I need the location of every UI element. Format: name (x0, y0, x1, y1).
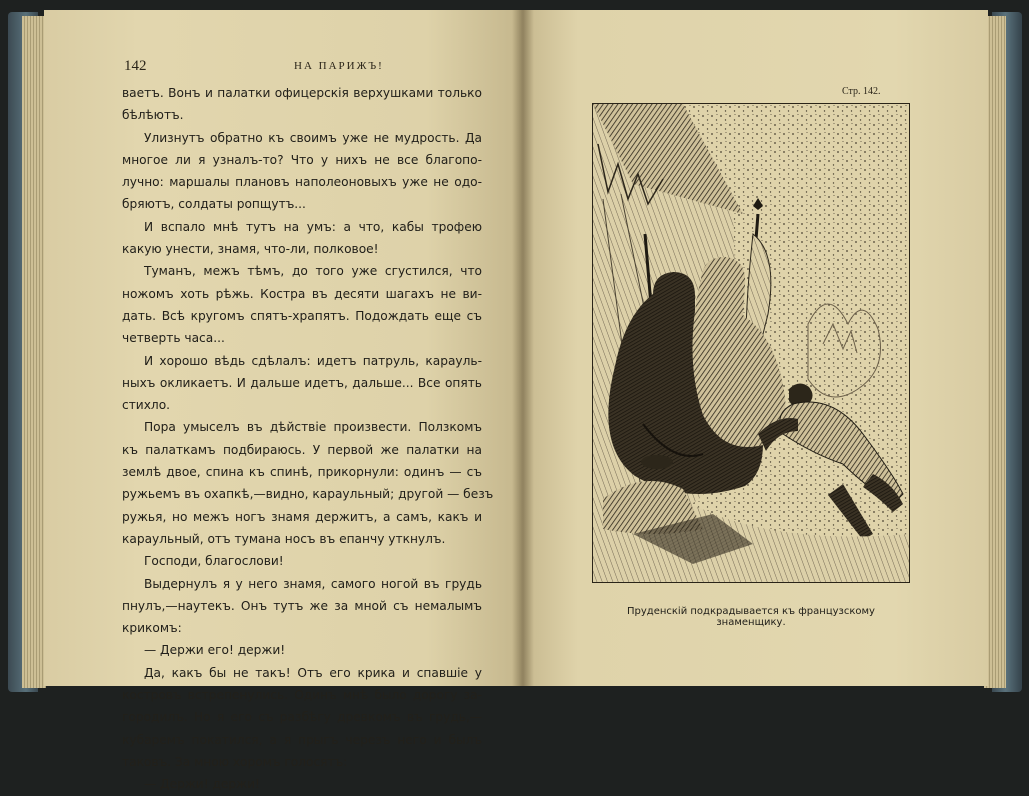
left-page (44, 10, 522, 792)
illustration-caption: Пруденскій подкрадывается къ французскому знаменщику. (627, 606, 875, 628)
text-line: Выдернулъ я у него знамя, самого ногой въ грудь (144, 576, 482, 591)
text-line: — Держи! держи! (144, 777, 260, 792)
text-line: бряютъ, солдаты ропщутъ... (122, 197, 306, 212)
text-line: многое ли я узналъ-то? Что у нихъ не все благопо- (122, 152, 482, 167)
page-edges-left (22, 16, 46, 688)
text-line: ружьемъ въ охапкѣ,—видно, караульный; другой — безъ (122, 487, 494, 502)
book-gutter (512, 10, 534, 686)
text-line: какую унести, знамя, что-ли, полковое! (122, 242, 379, 257)
text-line: караульный, отъ тумана носъ въ епанчу уткнулъ. (122, 531, 446, 546)
text-line: стихло. (122, 398, 171, 413)
text-line: ружья, но межъ ногъ знамя держитъ, а самъ, какъ и (122, 509, 482, 524)
body-text (122, 82, 494, 796)
text-line: къ палаткамъ подбираюсь. У первой же палатки на (122, 442, 482, 457)
page-number: 142 (124, 58, 147, 74)
text-line: кубаремъ покатился, а я прыгъ черезъ него и былъ (122, 732, 482, 747)
text-line: крикомъ: (122, 621, 182, 636)
text-line: городилъ. Но я его съ разбѣгу древкомъ въ грудь,— (122, 710, 482, 725)
text-line: ножомъ хоть рѣжь. Костра въ десяти шагахъ не ви- (122, 286, 482, 301)
text-line: Туманъ, межъ тѣмъ, до того уже сгустился, что (144, 264, 482, 279)
text-line: И вспало мнѣ тутъ на умъ: а что, кабы трофею (144, 219, 482, 234)
text-line: землѣ двое, спина къ спинѣ, прикорнули: одинъ — съ (122, 465, 482, 480)
text-line: бѣлѣютъ. (122, 108, 184, 123)
text-line: Пора умыселъ въ дѣйствіе произвести. Ползкомъ (144, 420, 482, 435)
text-line: костровъ встрепенулись. Одинъ мнѣ было дорогу за- (122, 688, 482, 703)
text-line: четверть часа... (122, 331, 225, 346)
text-line: Улизнутъ обратно къ своимъ уже не мудрость. Да (144, 130, 482, 145)
text-line: лучно: маршалы плановъ наполеоновыхъ уже не одо- (122, 175, 482, 190)
illustration-engraving (593, 104, 909, 582)
running-head: НА ПАРИЖЪ! (294, 60, 384, 72)
text-line: ныхъ окликаетъ. И дальше идетъ, дальше... Все опять (122, 375, 482, 390)
text-line: пнулъ,—наутекъ. Онъ тутъ же за мной съ немалымъ (122, 598, 482, 613)
plate-page-reference: Стр. 142. (842, 86, 881, 97)
text-line: дать. Всѣ кругомъ спятъ-храпятъ. Подождать еще съ (122, 308, 482, 323)
text-line: Да, какъ бы не такъ! Отъ его крика и спавшіе у (144, 665, 482, 680)
text-line: таковъ. За мною хоромъ голосятъ: (122, 754, 348, 769)
text-line: Господи, благослови! (144, 554, 284, 569)
text-line: — Держи его! держи! (144, 643, 286, 658)
illustration-plate (592, 103, 910, 583)
text-line: И хорошо вѣдь сдѣлалъ: идетъ патруль, карауль- (144, 353, 482, 368)
text-line: ваетъ. Вонъ и палатки офицерскія верхушками только (122, 86, 482, 100)
